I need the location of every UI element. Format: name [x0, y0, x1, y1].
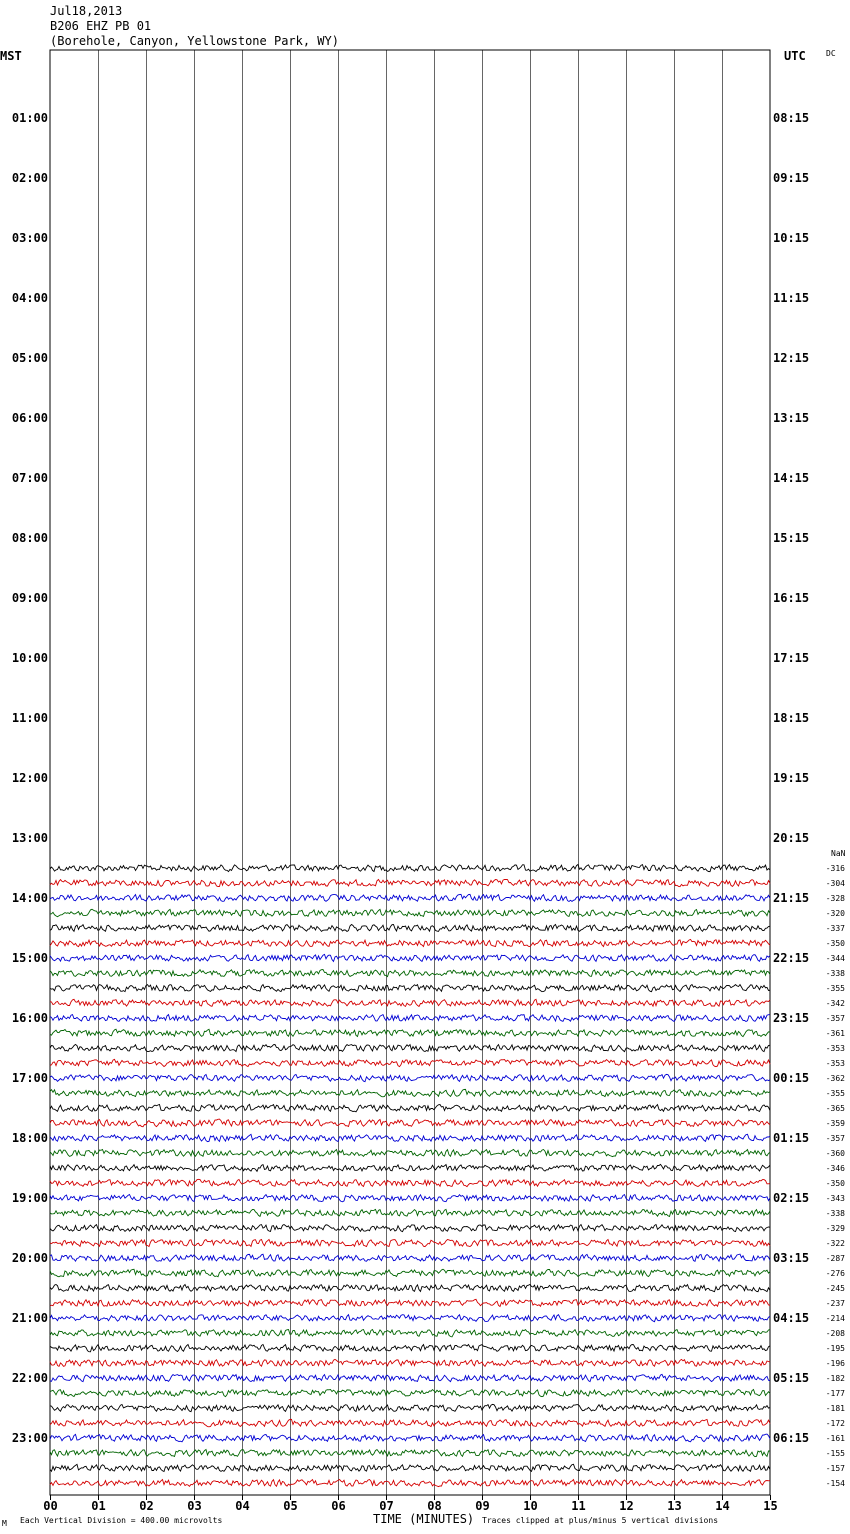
- seismic-trace: [50, 1419, 770, 1426]
- utc-hour-label: 23:15: [773, 1011, 810, 1025]
- seismic-trace: [50, 1195, 770, 1202]
- trace-offset-label: -355: [825, 984, 845, 993]
- mst-hour-label: 18:00: [11, 1131, 48, 1145]
- mst-hour-label: 16:00: [11, 1011, 48, 1025]
- utc-hour-label: 15:15: [773, 531, 810, 545]
- seismic-trace: [50, 1374, 770, 1381]
- seismic-trace: [50, 925, 770, 932]
- seismic-trace: [50, 909, 770, 916]
- scale-note: Each Vertical Division = 400.00 microvolts: [20, 1516, 223, 1525]
- trace-offset-label: -161: [825, 1434, 845, 1443]
- trace-offset-label: -359: [825, 1119, 845, 1128]
- utc-hour-label: 13:15: [773, 411, 810, 425]
- mst-hour-label: 03:00: [11, 231, 48, 245]
- trace-offset-label: -337: [825, 924, 845, 933]
- trace-offset-label: -208: [825, 1329, 845, 1338]
- trace-offset-label: -343: [825, 1194, 845, 1203]
- trace-offset-label: -362: [825, 1074, 845, 1083]
- offset-header-label: NaN: [831, 849, 846, 858]
- seismic-trace: [50, 1464, 770, 1471]
- mst-hour-label: 01:00: [11, 111, 48, 125]
- x-tick-label: 09: [475, 1499, 490, 1513]
- x-tick-label: 04: [235, 1499, 250, 1513]
- trace-offset-label: -237: [825, 1299, 845, 1308]
- utc-hour-label: 16:15: [773, 591, 810, 605]
- clip-note: Traces clipped at plus/minus 5 vertical divisions: [482, 1516, 719, 1525]
- trace-offset-label: -338: [825, 1209, 845, 1218]
- mst-hour-label: 15:00: [11, 951, 48, 965]
- trace-offset-label: -214: [825, 1314, 845, 1323]
- trace-offset-label: -360: [825, 1149, 845, 1158]
- trace-offset-label: -342: [825, 999, 845, 1008]
- x-tick-label: 08: [427, 1499, 442, 1513]
- seismic-trace: [50, 1074, 770, 1081]
- seismic-trace: [50, 1209, 770, 1216]
- utc-hour-label: 02:15: [773, 1191, 810, 1205]
- seismic-trace: [50, 1450, 770, 1457]
- trace-offset-label: -196: [825, 1359, 845, 1368]
- mst-hour-label: 05:00: [11, 351, 48, 365]
- trace-offset-label: -338: [825, 969, 845, 978]
- trace-offset-label: -357: [825, 1014, 845, 1023]
- mst-hour-label: 17:00: [11, 1071, 48, 1085]
- x-tick-label: 13: [667, 1499, 682, 1513]
- x-tick-label: 03: [187, 1499, 202, 1513]
- x-tick-label: 06: [331, 1499, 346, 1513]
- seismic-trace: [50, 1029, 770, 1036]
- trace-offset-label: -177: [825, 1389, 845, 1398]
- trace-offset-label: -328: [825, 894, 845, 903]
- trace-offset-label: -329: [825, 1224, 845, 1233]
- mst-hour-label: 06:00: [11, 411, 48, 425]
- utc-hour-label: 22:15: [773, 951, 810, 965]
- mst-hour-label: 02:00: [11, 171, 48, 185]
- seismic-trace: [50, 1330, 770, 1337]
- seismic-trace: [50, 1299, 770, 1306]
- utc-hour-label: 20:15: [773, 831, 810, 845]
- trace-offset-label: -353: [825, 1059, 845, 1068]
- utc-hour-label: 09:15: [773, 171, 810, 185]
- mst-hour-label: 12:00: [11, 771, 48, 785]
- x-axis-title: TIME (MINUTES): [373, 1512, 475, 1526]
- seismic-trace: [50, 865, 770, 872]
- mst-hour-label: 21:00: [11, 1311, 48, 1325]
- mst-hour-label: 22:00: [11, 1371, 48, 1385]
- trace-offset-label: -316: [825, 864, 845, 873]
- utc-hour-label: 17:15: [773, 651, 810, 665]
- utc-hour-label: 21:15: [773, 891, 810, 905]
- trace-offset-label: -355: [825, 1089, 845, 1098]
- seismic-trace: [50, 970, 770, 977]
- trace-offset-label: -172: [825, 1419, 845, 1428]
- utc-hour-label: 06:15: [773, 1431, 810, 1445]
- x-tick-label: 14: [715, 1499, 730, 1513]
- seismic-trace: [50, 879, 770, 886]
- seismic-trace: [50, 1434, 770, 1442]
- seismic-trace: [50, 1240, 770, 1247]
- x-tick-label: 01: [91, 1499, 106, 1513]
- seismic-trace: [50, 1134, 770, 1141]
- mst-hour-label: 10:00: [11, 651, 48, 665]
- station-id: B206 EHZ PB 01: [50, 19, 152, 33]
- mst-hour-label: 08:00: [11, 531, 48, 545]
- utc-hour-label: 03:15: [773, 1251, 810, 1265]
- trace-offset-label: -157: [825, 1464, 845, 1473]
- station-location: (Borehole, Canyon, Yellowstone Park, WY): [50, 34, 339, 48]
- trace-offset-label: -287: [825, 1254, 845, 1263]
- seismic-trace: [50, 1480, 770, 1487]
- corner-dc-label: DC: [826, 49, 836, 58]
- utc-hour-label: 12:15: [773, 351, 810, 365]
- seismic-trace: [50, 1104, 770, 1111]
- trace-offset-label: -182: [825, 1374, 845, 1383]
- plot-frame: [50, 50, 770, 1495]
- seismic-trace: [50, 1254, 770, 1261]
- mst-hour-label: 20:00: [11, 1251, 48, 1265]
- utc-hour-label: 00:15: [773, 1071, 810, 1085]
- trace-offset-label: -361: [825, 1029, 845, 1038]
- mst-hour-label: 09:00: [11, 591, 48, 605]
- seismic-trace: [50, 1089, 770, 1096]
- mst-hour-label: 07:00: [11, 471, 48, 485]
- seismic-trace: [50, 1044, 770, 1051]
- trace-offset-label: -245: [825, 1284, 845, 1293]
- mst-hour-label: 23:00: [11, 1431, 48, 1445]
- seismic-trace: [50, 1150, 770, 1157]
- seismic-trace: [50, 1059, 770, 1066]
- utc-hour-label: 19:15: [773, 771, 810, 785]
- trace-offset-label: -346: [825, 1164, 845, 1173]
- mst-hour-label: 13:00: [11, 831, 48, 845]
- right-timezone-label: UTC: [784, 49, 806, 63]
- mst-hour-label: 11:00: [11, 711, 48, 725]
- seismic-trace: [50, 1164, 770, 1171]
- seismic-trace: [50, 985, 770, 992]
- trace-offset-label: -365: [825, 1104, 845, 1113]
- trace-offset-label: -350: [825, 1179, 845, 1188]
- seismic-trace: [50, 1225, 770, 1232]
- seismic-trace: [50, 1345, 770, 1352]
- trace-offset-label: -357: [825, 1134, 845, 1143]
- x-tick-label: 00: [43, 1499, 58, 1513]
- utc-hour-label: 05:15: [773, 1371, 810, 1385]
- utc-hour-label: 11:15: [773, 291, 810, 305]
- trace-offset-label: -322: [825, 1239, 845, 1248]
- trace-offset-label: -353: [825, 1044, 845, 1053]
- plot-date: Jul18,2013: [50, 4, 123, 18]
- trace-offset-label: -276: [825, 1269, 845, 1278]
- seismic-trace: [50, 1119, 770, 1127]
- seismic-trace: [50, 954, 770, 961]
- seismic-trace: [50, 1315, 770, 1322]
- x-tick-label: 05: [283, 1499, 298, 1513]
- trace-offset-label: -350: [825, 939, 845, 948]
- trace-offset-label: -181: [825, 1404, 845, 1413]
- mst-hour-label: 04:00: [11, 291, 48, 305]
- utc-hour-label: 04:15: [773, 1311, 810, 1325]
- x-tick-label: 11: [571, 1499, 586, 1513]
- utc-hour-label: 08:15: [773, 111, 810, 125]
- seismic-trace: [50, 1390, 770, 1397]
- utc-hour-label: 18:15: [773, 711, 810, 725]
- seismic-trace: [50, 1404, 770, 1411]
- trace-offset-label: -304: [825, 879, 845, 888]
- x-tick-label: 07: [379, 1499, 394, 1513]
- trace-offset-label: -154: [825, 1479, 845, 1488]
- trace-offset-label: -344: [825, 954, 845, 963]
- seismic-trace: [50, 939, 770, 946]
- x-tick-label: 12: [619, 1499, 634, 1513]
- x-tick-label: 02: [139, 1499, 154, 1513]
- seismic-trace: [50, 894, 770, 901]
- seismic-trace: [50, 1359, 770, 1366]
- trace-offset-label: -320: [825, 909, 845, 918]
- seismic-trace: [50, 999, 770, 1006]
- mst-hour-label: 14:00: [11, 891, 48, 905]
- left-timezone-label: MST: [0, 49, 22, 63]
- utc-hour-label: 14:15: [773, 471, 810, 485]
- corner-mark: M: [2, 1519, 7, 1528]
- utc-hour-label: 10:15: [773, 231, 810, 245]
- seismic-trace: [50, 1179, 770, 1186]
- seismic-trace: [50, 1284, 770, 1291]
- seismic-trace: [50, 1269, 770, 1277]
- seismic-trace: [50, 1015, 770, 1022]
- utc-hour-label: 01:15: [773, 1131, 810, 1145]
- trace-offset-label: -195: [825, 1344, 845, 1353]
- x-tick-label: 15: [763, 1499, 778, 1513]
- mst-hour-label: 19:00: [11, 1191, 48, 1205]
- trace-offset-label: -155: [825, 1449, 845, 1458]
- x-tick-label: 10: [523, 1499, 538, 1513]
